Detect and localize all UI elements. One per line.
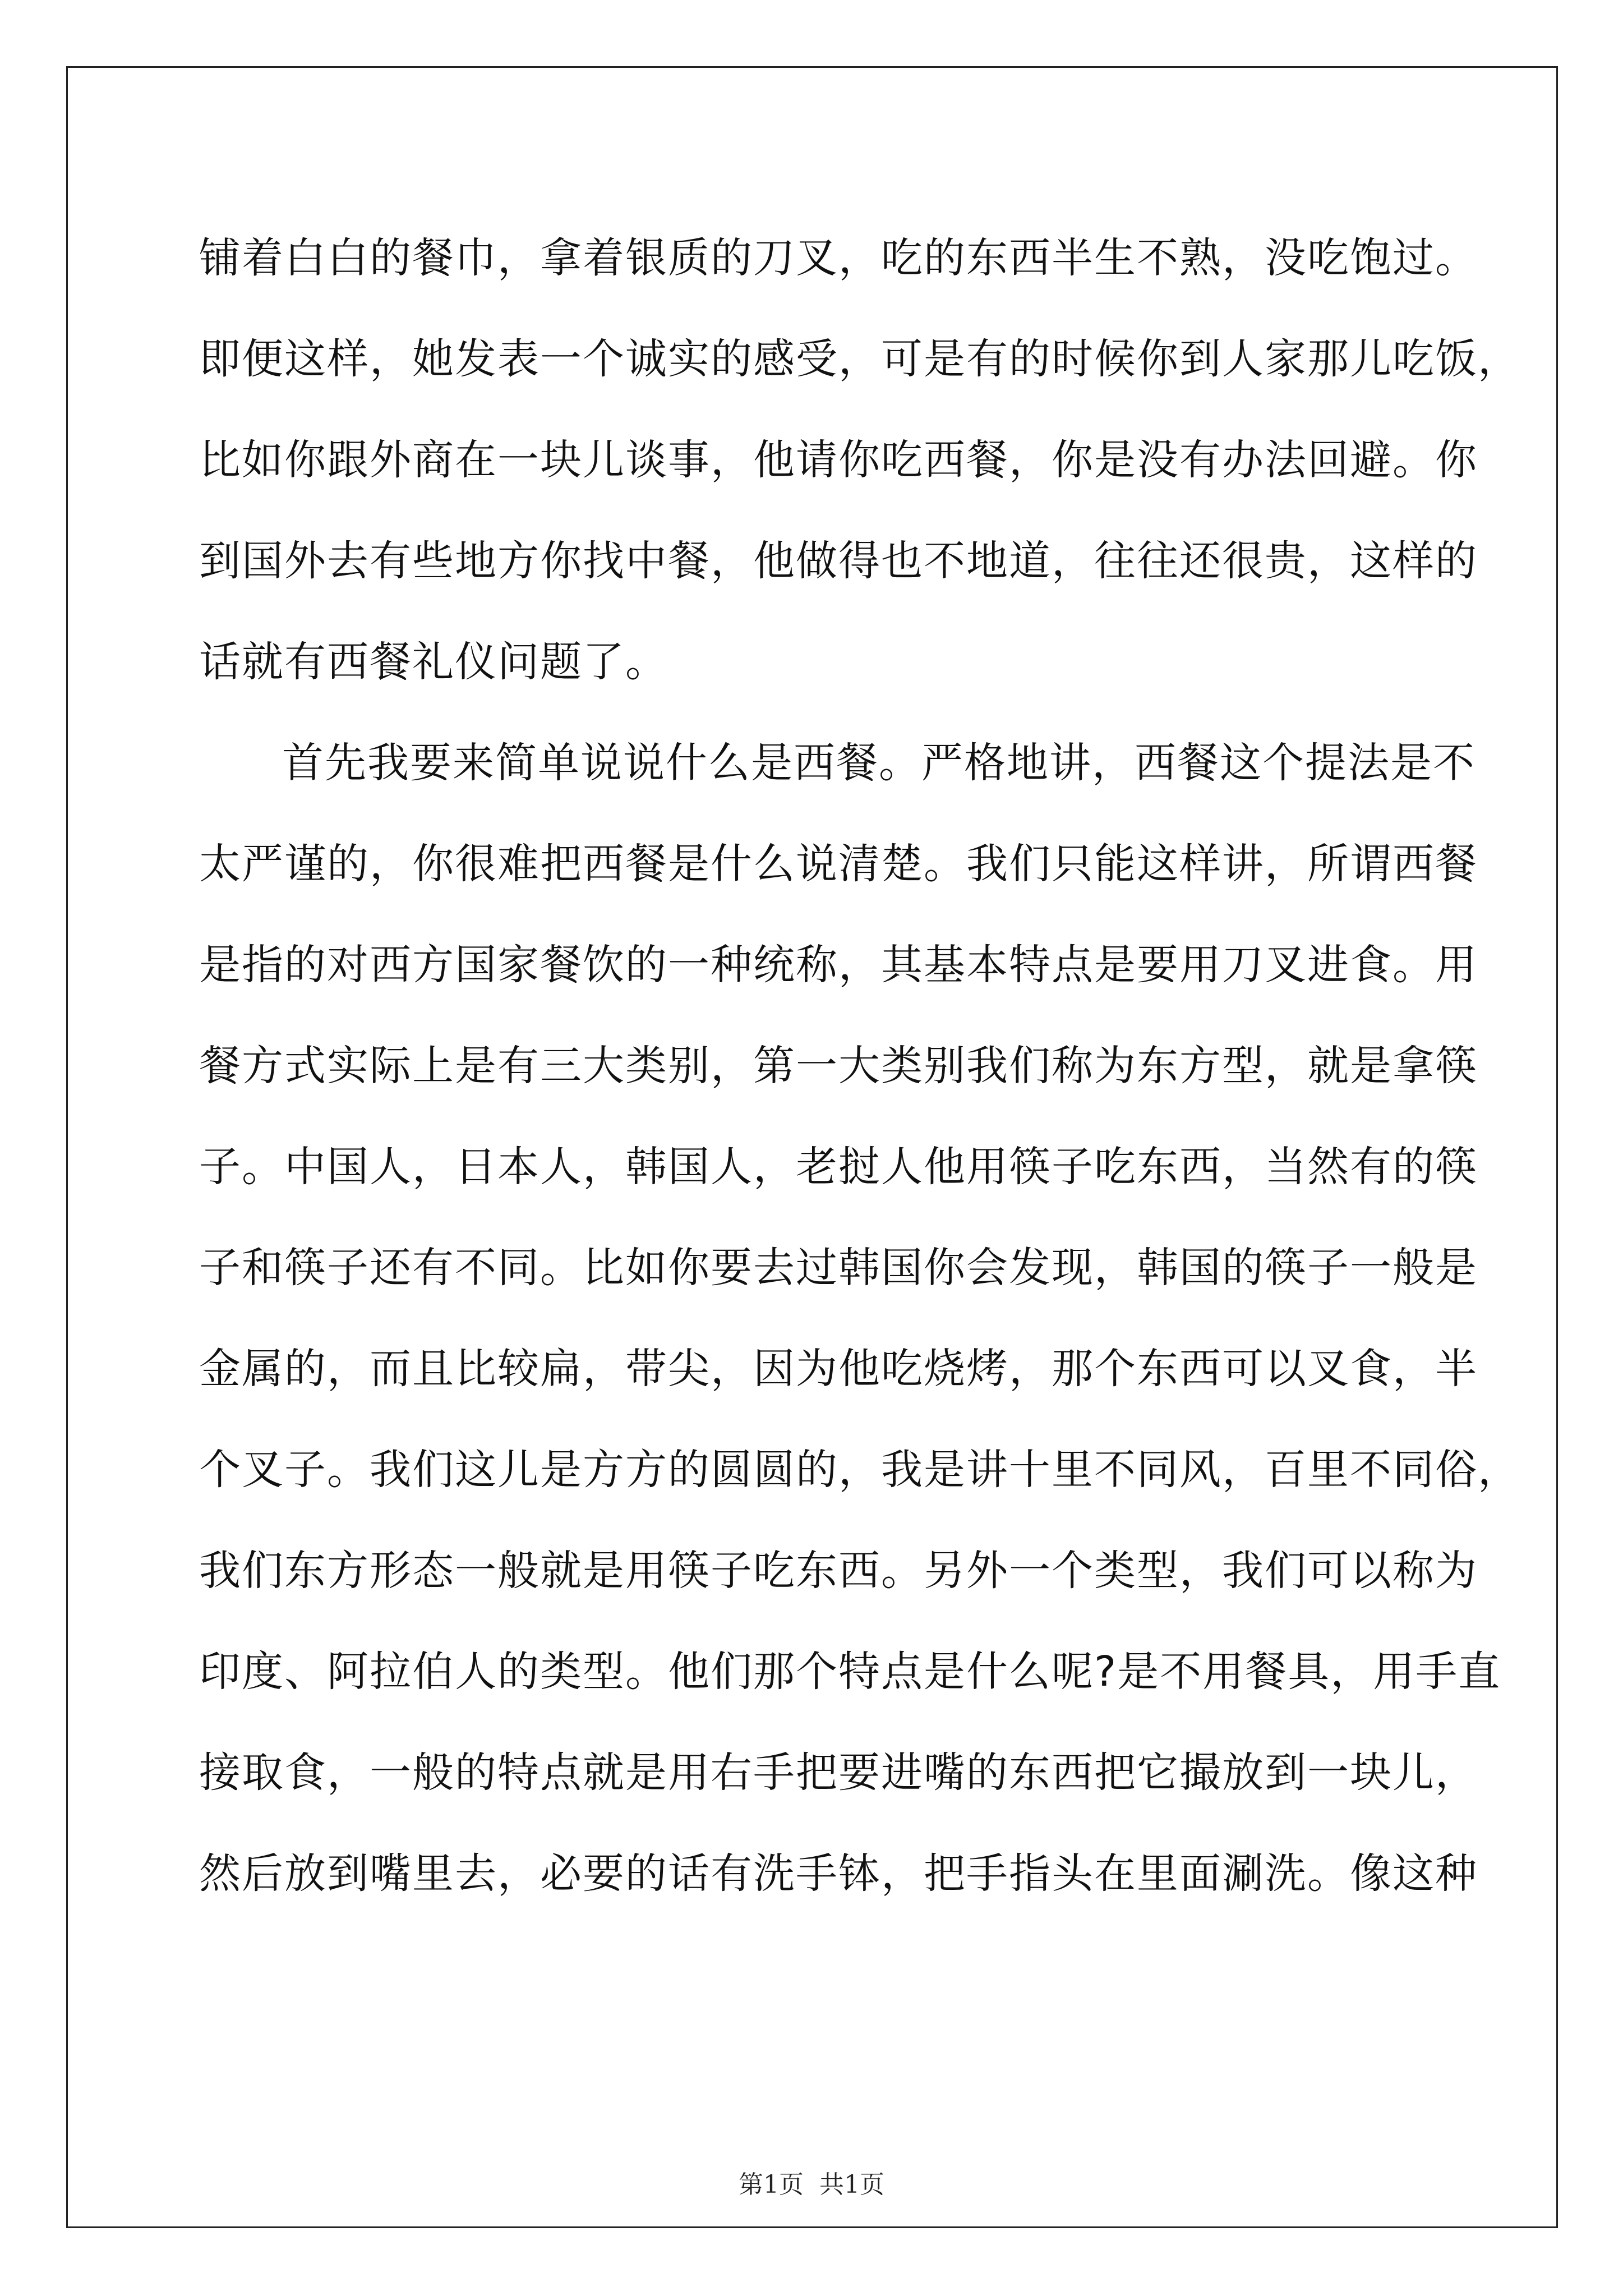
text-line: 铺着白白的餐巾，拿着银质的刀叉，吃的东西半生不熟，没吃饱过。 [199,234,1478,282]
text-line: 话就有西餐礼仪问题了。 [199,638,668,686]
text-line: 个叉子。我们这儿是方方的圆圆的，我是讲十里不同风，百里不同俗， [199,1446,1520,1494]
text-line: 金属的，而且比较扁，带尖，因为他吃烧烤，那个东西可以叉食，半 [199,1345,1478,1393]
text-line-indented: 首先我要来简单说说什么是西餐。严格地讲，西餐这个提法是不 [282,739,1476,787]
page-total: 共1页 [819,2170,884,2199]
text-line: 接取食，一般的特点就是用右手把要进嘴的东西把它撮放到一块儿， [199,1749,1478,1797]
text-line: 即便这样，她发表一个诚实的感受，可是有的时候你到人家那儿吃饭， [199,335,1520,383]
text-line: 到国外去有些地方你找中餐，他做得也不地道，往往还很贵，这样的 [199,537,1478,585]
text-line: 是指的对西方国家餐饮的一种统称，其基本特点是要用刀叉进食。用 [199,941,1478,989]
text-line: 比如你跟外商在一块儿谈事，他请你吃西餐，你是没有办法回避。你 [199,436,1478,484]
text-line: 太严谨的，你很难把西餐是什么说清楚。我们只能这样讲，所谓西餐 [199,840,1478,888]
text-line: 印度、阿拉伯人的类型。他们那个特点是什么呢?是不用餐具，用手直 [199,1648,1501,1696]
text-line: 餐方式实际上是有三大类别，第一大类别我们称为东方型，就是拿筷 [199,1042,1478,1090]
page-footer [0,2164,1623,2200]
text-line: 子和筷子还有不同。比如你要去过韩国你会发现，韩国的筷子一般是 [199,1244,1478,1292]
text-line: 我们东方形态一般就是用筷子吃东西。另外一个类型，我们可以称为 [199,1547,1478,1595]
document-body [199,208,1520,1924]
page-number: 第1页 [739,2170,804,2199]
text-line: 然后放到嘴里去，必要的话有洗手钵，把手指头在里面涮洗。像这种 [199,1849,1478,1898]
text-line: 子。中国人，日本人，韩国人，老挝人他用筷子吃东西，当然有的筷 [199,1143,1478,1191]
